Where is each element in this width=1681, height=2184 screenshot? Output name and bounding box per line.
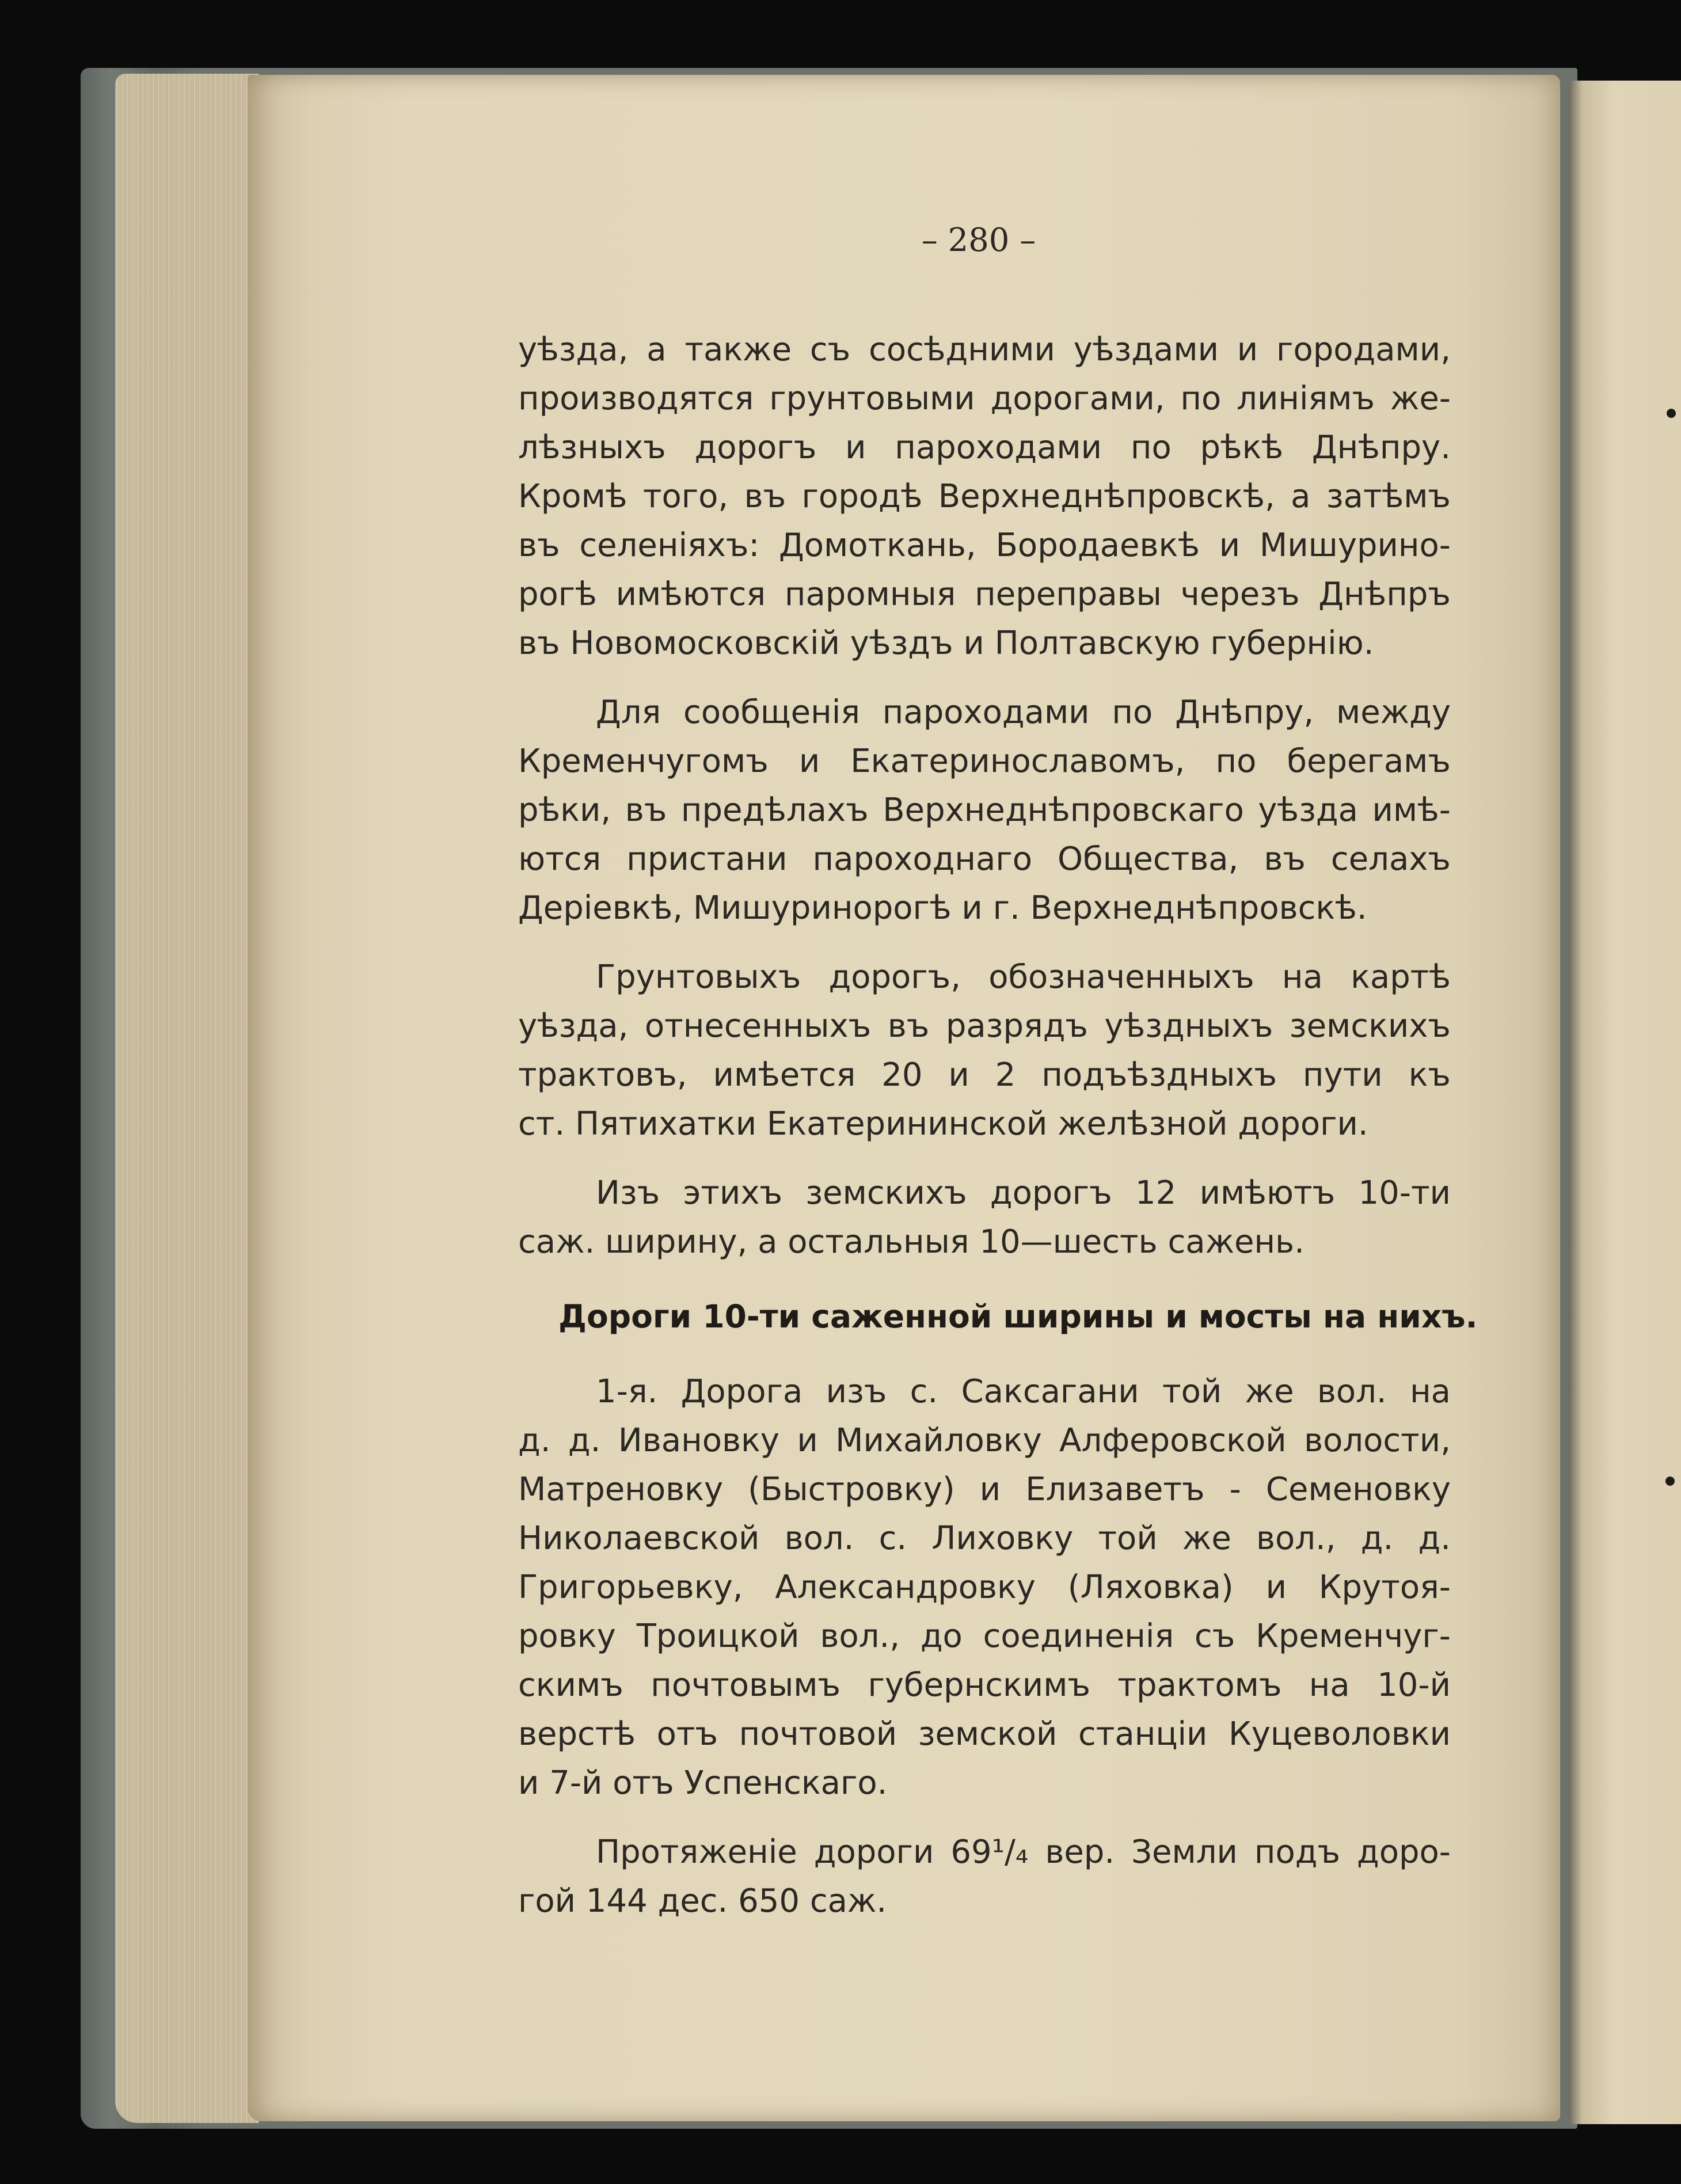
text-line: производятся грунтовыми дорогами, по линіямъ же- [518, 380, 1451, 417]
text-line: уѣзда, а также съ сосѣдними уѣздами и городами, [518, 331, 1451, 368]
text-line: уѣзда, отнесенныхъ въ разрядъ уѣздныхъ земскихъ [518, 1007, 1451, 1045]
text-line: Грунтовыхъ дорогъ, обозначенныхъ на картѣ [596, 958, 1451, 996]
section-heading: Дороги 10-ти саженной ширины и мосты на нихъ. [558, 1298, 1478, 1335]
text-line: и 7-й отъ Успенскаго. [518, 1764, 888, 1802]
text-line: Кременчугомъ и Екатеринославомъ, по берегамъ [518, 743, 1451, 780]
text-line: гой 144 дес. 650 саж. [518, 1882, 887, 1920]
next-page-edge [1569, 81, 1681, 2124]
text-line: Кромѣ того, въ городѣ Верхнеднѣпровскѣ, а затѣмъ [518, 478, 1451, 515]
text-line: рѣки, въ предѣлахъ Верхнеднѣпровскаго уѣзда имѣ- [518, 792, 1451, 829]
text-line: верстѣ отъ почтовой земской станціи Куцеволовки [518, 1715, 1451, 1753]
text-line: Для сообщенія пароходами по Днѣпру, между [596, 694, 1451, 731]
text-line: ст. Пятихатки Екатерининской желѣзной дороги. [518, 1105, 1368, 1143]
text-line: Григорьевку, Александровку (Ляховка) и Крутоя- [518, 1569, 1451, 1606]
text-line: трактовъ, имѣется 20 и 2 подъѣздныхъ пути къ [518, 1056, 1451, 1094]
text-line: въ Новомосковскій уѣздъ и Полтавскую губернію. [518, 625, 1374, 662]
text-line: д. д. Ивановку и Михайловку Алферовской волости, [518, 1422, 1451, 1459]
text-line: рогѣ имѣются паромныя переправы черезъ Днѣпръ [518, 576, 1451, 613]
page-number: – 280 – [921, 222, 1036, 259]
text-line: Николаевской вол. с. Лиховку той же вол., д. д. [518, 1520, 1451, 1557]
paper-blemish [1665, 1477, 1675, 1486]
text-line: въ селеніяхъ: Домоткань, Бородаевкѣ и Мишурино- [518, 527, 1451, 564]
text-line: Протяженіе дороги 69¹/₄ вер. Земли подъ доро- [596, 1833, 1451, 1871]
text-line: лѣзныхъ дорогъ и пароходами по рѣкѣ Днѣпру. [518, 429, 1451, 466]
text-line: ровку Троицкой вол., до соединенія съ Кременчуг- [518, 1618, 1451, 1655]
text-line: 1-я. Дорога изъ с. Саксагани той же вол. на [596, 1373, 1451, 1410]
paper-blemish [1667, 409, 1676, 418]
text-line: Деріевкѣ, Мишуринорогѣ и г. Верхнеднѣпровскѣ. [518, 889, 1367, 927]
text-line: скимъ почтовымъ губернскимъ трактомъ на 10-й [518, 1666, 1451, 1704]
text-line: Матреновку (Быстровку) и Елизаветъ - Семеновку [518, 1471, 1451, 1508]
text-line: ются пристани пароходнаго Общества, въ селахъ [518, 840, 1451, 878]
page-edges [115, 74, 259, 2123]
text-line: саж. ширину, а остальныя 10—шесть сажень. [518, 1223, 1305, 1261]
text-line: Изъ этихъ земскихъ дорогъ 12 имѣютъ 10-ти [596, 1174, 1451, 1212]
